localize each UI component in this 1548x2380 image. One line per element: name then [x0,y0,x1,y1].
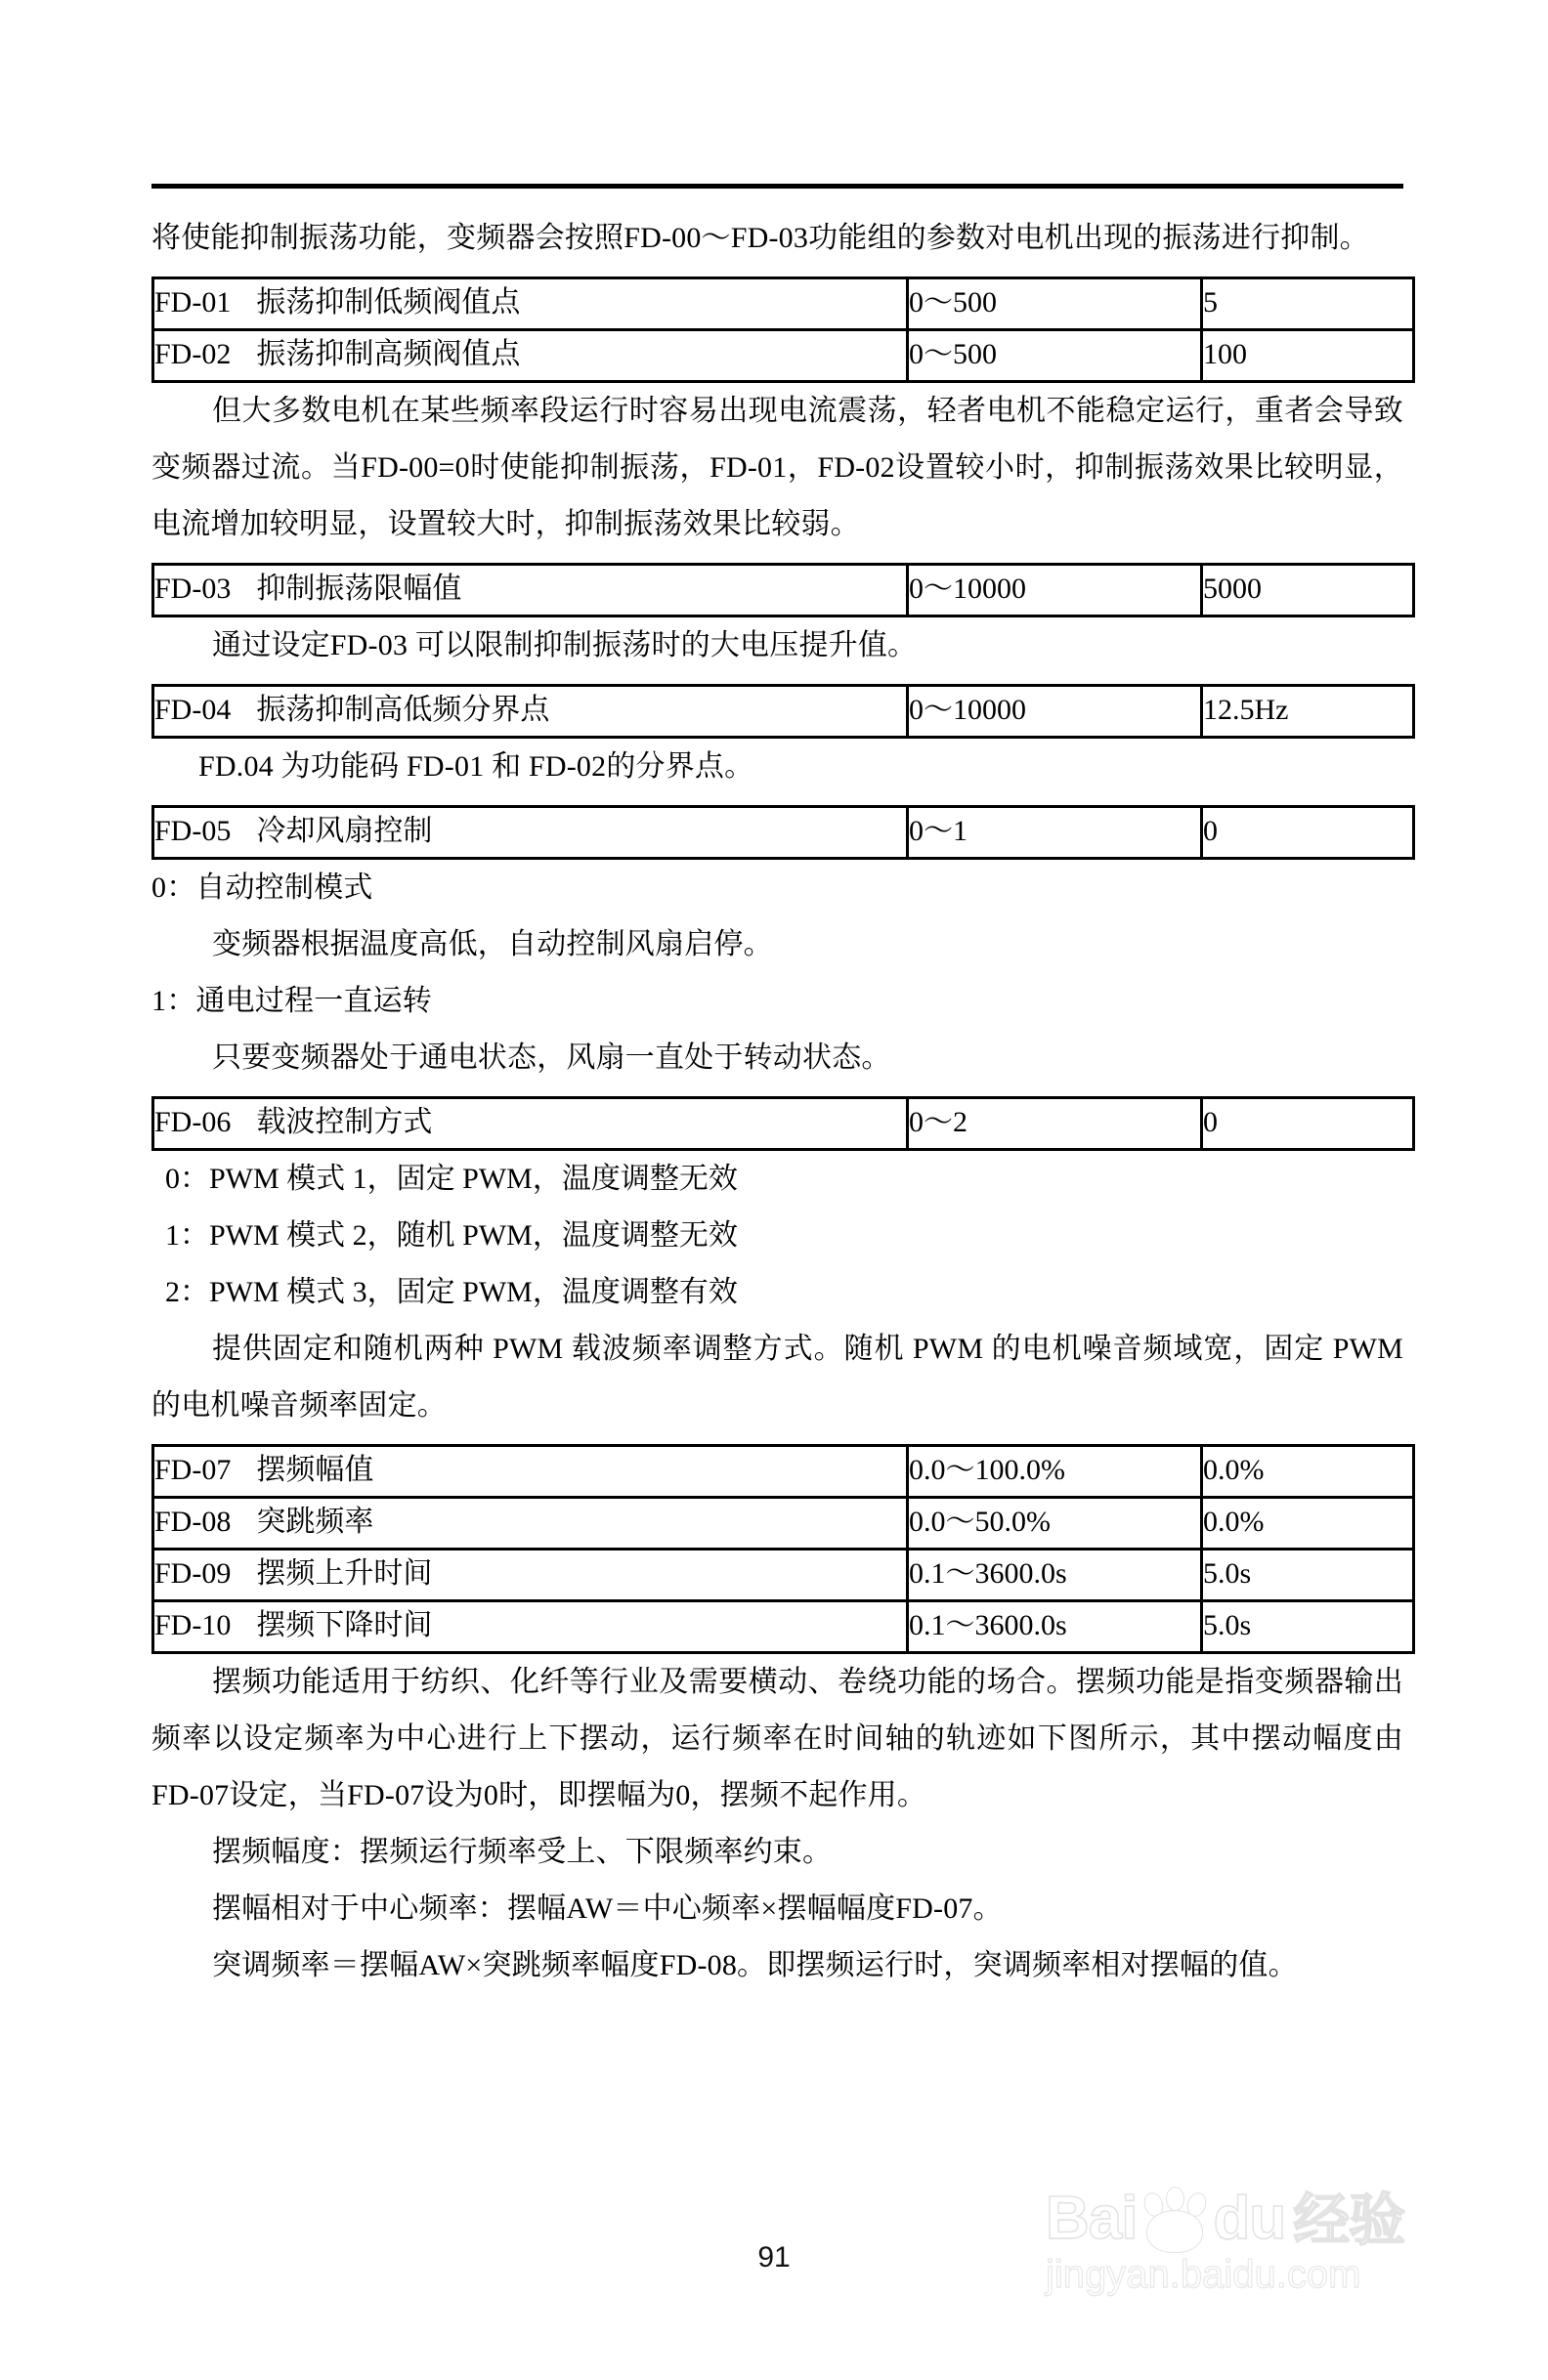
param-code: FD-09 [154,1557,232,1590]
param-desc: 载波控制方式 [256,1106,433,1138]
param-code: FD-05 [154,815,232,847]
paragraph-after-fd03: 通过设定FD-03 可以限制抑制振荡时的大电压提升值。 [212,629,918,661]
param-desc: 摆频下降时间 [256,1609,433,1641]
intro-paragraph: 将使能抑制振荡功能，变频器会按照FD-00～FD-03功能组的参数对电机出现的振荡进行抑制。 [151,222,1369,254]
table-row [153,807,1414,859]
param-range-cell: 0～500 [908,278,1202,330]
param-default-cell: 0.0% [1202,1498,1414,1550]
parameter-table-fd05 [151,805,1415,860]
param-range-cell: 0.0～100.0% [908,1446,1202,1498]
param-name-cell [153,807,908,859]
table-row [153,1550,1414,1601]
paw-icon [1139,2190,1211,2249]
parameter-table-fd07-fd10 [151,1444,1415,1654]
param-default-cell: 5000 [1202,565,1414,616]
fd06-option-1: 1：PWM 模式 2，随机 PWM，温度调整无效 [165,1219,738,1252]
param-name-cell [153,1601,908,1653]
param-default-cell: 12.5Hz [1202,686,1414,738]
param-desc: 振荡抑制低频阀值点 [256,286,521,319]
param-code: FD-02 [154,338,232,370]
table-row [153,330,1414,382]
param-name-cell [153,278,908,330]
param-code: FD-10 [154,1609,232,1641]
paragraph-swing-2: 摆频幅度：摆频运行频率受上、下限频率约束。 [212,1836,833,1868]
param-desc: 振荡抑制高频阀值点 [256,338,521,370]
watermark-brand [1046,2185,1476,2252]
watermark-url: jingyan.baidu.com [1046,2253,1361,2296]
param-range-cell: 0.1～3600.0s [908,1550,1202,1601]
param-name-cell [153,1498,908,1550]
param-name-cell [153,330,908,382]
param-default-cell: 5.0s [1202,1550,1414,1601]
param-default-cell: 5.0s [1202,1601,1414,1653]
paragraph-after-fd06: 提供固定和随机两种 PWM 载波频率调整方式。随机 PWM 的电机噪音频域宽，固定 PWM 的电机噪音频率固定。 [151,1333,1403,1422]
table-row [153,1601,1414,1653]
table-row [153,565,1414,616]
fd05-option-1-desc: 只要变频器处于通电状态，风扇一直处于转动状态。 [212,1041,891,1074]
param-default-cell: 0.0% [1202,1446,1414,1498]
param-code: FD-04 [154,694,232,726]
param-range-cell: 0～500 [908,330,1202,382]
param-code: FD-08 [154,1506,232,1538]
parameter-table-fd06 [151,1096,1415,1151]
fd05-option-1: 1：通电过程一直运转 [151,985,432,1017]
param-range-cell: 0～1 [908,807,1202,859]
table-row [153,686,1414,738]
param-range-cell: 0～10000 [908,565,1202,616]
paragraph-after-fd02: 但大多数电机在某些频率段运行时容易出现电流震荡，轻者电机不能稳定运行，重者会导致变频器过流。当FD-00=0时使能抑制振荡，FD-01，FD-02设置较小时，抑制振荡效果比较明显，电流增加较明显，设置较大时，抑制振荡效果比较弱。 [151,395,1403,540]
param-range-cell: 0.0～50.0% [908,1498,1202,1550]
parameter-table-fd01-fd02 [151,276,1415,383]
parameter-table-fd03 [151,563,1415,617]
fd06-option-2: 2：PWM 模式 3，固定 PWM，温度调整有效 [165,1276,738,1308]
param-code: FD-01 [154,286,232,319]
header-rule [151,184,1403,189]
watermark-brand-cn: 经验 [1293,2189,1405,2252]
page-content [151,184,1403,1994]
param-name-cell [153,565,908,616]
param-name-cell [153,1098,908,1150]
param-default-cell: 0 [1202,807,1414,859]
watermark-brand-prefix: Bai [1046,2185,1138,2252]
table-row [153,1098,1414,1150]
param-desc: 摆频幅值 [256,1454,374,1486]
param-desc: 冷却风扇控制 [256,815,433,847]
fd06-option-0: 0：PWM 模式 1，固定 PWM，温度调整无效 [165,1163,738,1195]
param-name-cell [153,686,908,738]
param-name-cell [153,1446,908,1498]
paragraph-swing-4: 突调频率＝摆幅AW×突跳频率幅度FD-08。即摆频运行时，突调频率相对摆幅的值。 [212,1949,1298,1981]
param-desc: 突跳频率 [256,1506,374,1538]
paragraph-after-fd04: FD.04 为功能码 FD-01 和 FD-02的分界点。 [198,750,754,783]
param-code: FD-06 [154,1106,232,1138]
table-row [153,1498,1414,1550]
param-name-cell [153,1550,908,1601]
param-desc: 摆频上升时间 [256,1557,433,1590]
table-row [153,278,1414,330]
param-range-cell: 0.1～3600.0s [908,1601,1202,1653]
watermark-brand-suffix: du [1213,2185,1286,2252]
table-row [153,1446,1414,1498]
paragraph-swing-3: 摆幅相对于中心频率：摆幅AW＝中心频率×摆幅幅度FD-07。 [212,1892,1003,1925]
param-default-cell: 100 [1202,330,1414,382]
parameter-table-fd04 [151,684,1415,739]
param-range-cell: 0～2 [908,1098,1202,1150]
param-code: FD-03 [154,573,232,605]
fd05-option-0: 0：自动控制模式 [151,871,373,904]
fd05-option-0-desc: 变频器根据温度高低，自动控制风扇启停。 [212,928,773,960]
param-desc: 振荡抑制高低频分界点 [256,694,550,726]
param-default-cell: 0 [1202,1098,1414,1150]
page-number: 91 [757,2241,791,2274]
param-desc: 抑制振荡限幅值 [256,573,462,605]
param-range-cell: 0～10000 [908,686,1202,738]
param-code: FD-07 [154,1454,232,1486]
paragraph-swing-1: 摆频功能适用于纺织、化纤等行业及需要横动、卷绕功能的场合。摆频功能是指变频器输出频率以设定频率为中心进行上下摆动，运行频率在时间轴的轨迹如下图所示，其中摆动幅度由FD-07设定，当FD-07设为0时，即摆幅为0，摆频不起作用。 [151,1666,1403,1811]
param-default-cell: 5 [1202,278,1414,330]
